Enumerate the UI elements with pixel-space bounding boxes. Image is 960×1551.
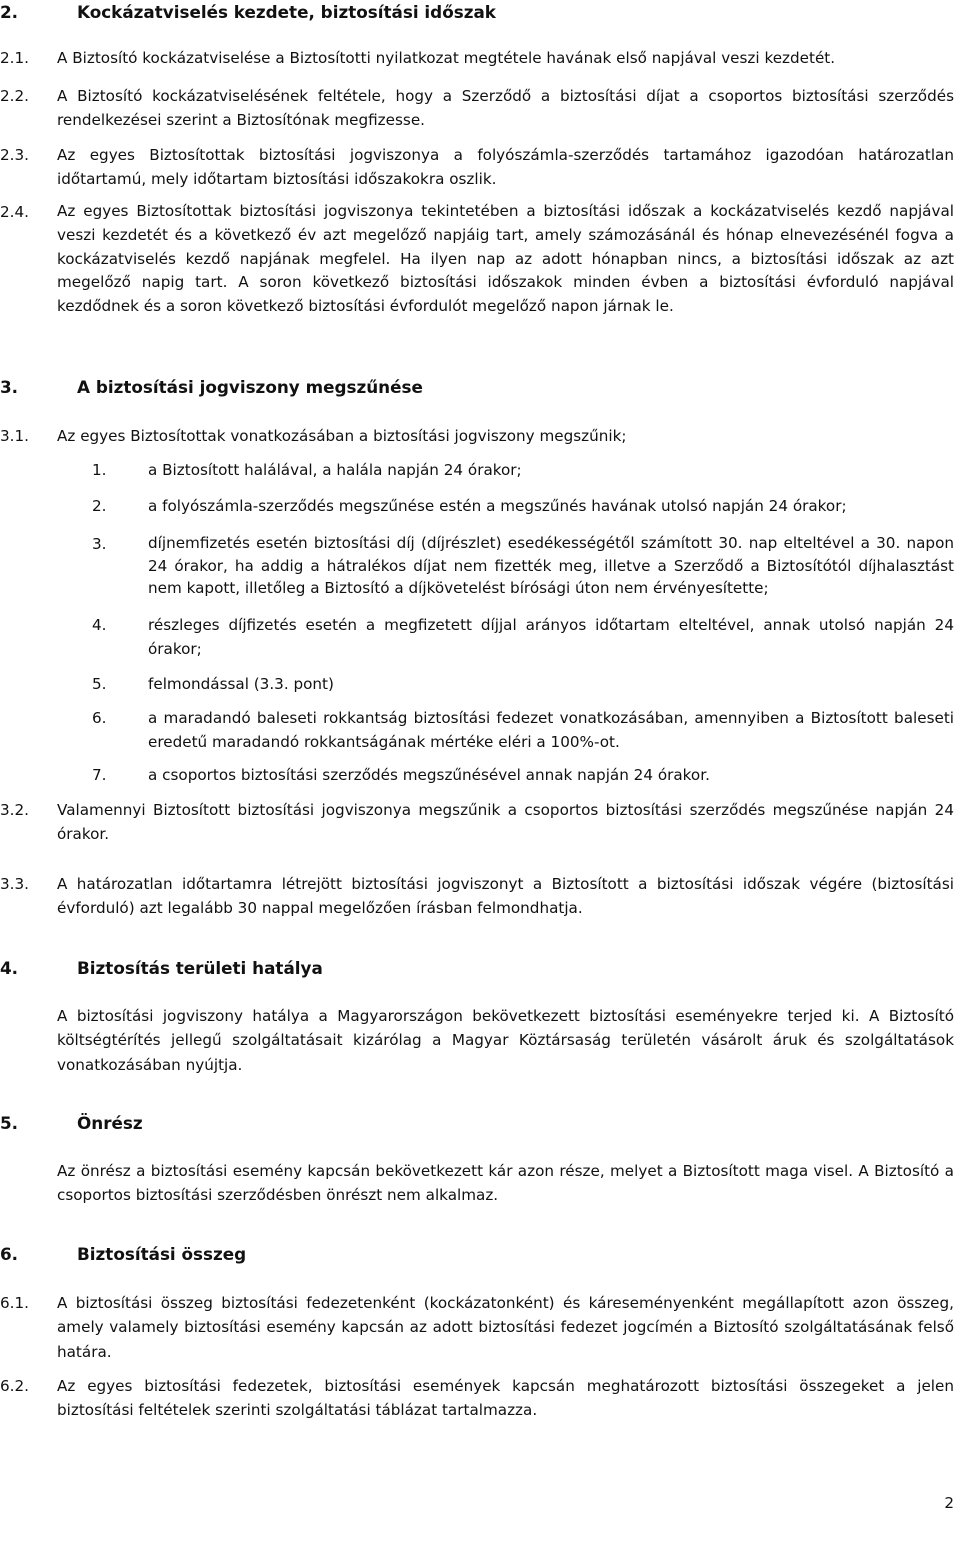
section-title: A biztosítási jogviszony megszűnése	[77, 377, 423, 397]
clause-text: Az egyes Biztosítottak biztosítási jogviszonya tekintetében a biztosítási időszak a kockázatviselés kezdő napjával veszi kezdetét és a következő év azt megelőző napjáig tart, amely számozásánál és hónap elnevezésénél fogva a kockázatviselés kezdő napjának megfelel. Ha ilyen nap az adott hónapban nincs, a biztosítási időszak az azt megelőző napig tart. A soron következő biztosítási időszakok minden évben a biztosítási évforduló napjával kezdődnek és a soron következő biztosítási évfordulót megelőző napon járnak le.	[57, 202, 954, 316]
clause-text: Az egyes Biztosítottak vonatkozásában a biztosítási jogviszony megszűnik;	[57, 427, 627, 445]
paragraph	[57, 1159, 954, 1208]
list-number: 7.	[92, 766, 107, 784]
list-number: 1.	[92, 461, 107, 479]
clause-text: Valamennyi Biztosított biztosítási jogviszonya megszűnik a csoportos biztosítási szerződés megszűnése napján 24 órakor.	[57, 801, 954, 844]
clause-text: A Biztosító kockázatviselésének feltétele, hogy a Szerződő a biztosítási díjat a csoportos biztosítási szerződés rendelkezései szerint a Biztosítónak megfizesse.	[57, 87, 954, 130]
list-text: a folyószámla-szerződés megszűnése estén a megszűnés havának utolsó napján 24 órakor;	[148, 497, 847, 515]
clause-text: A határozatlan időtartamra létrejött biztosítási jogviszonyt a Biztosított a biztosítási időszak végére (biztosítási évforduló) azt legalább 30 nappal megelőzően írásban felmondhatja.	[57, 875, 954, 918]
section-title: Biztosítás területi hatálya	[77, 958, 323, 978]
section-number: 3.	[0, 377, 19, 397]
section-heading	[0, 0, 954, 24]
clause	[0, 1374, 954, 1423]
clause-text: Az egyes biztosítási fedezetek, biztosítási események kapcsán meghatározott biztosítási összegeket a jelen biztosítási feltételek szerinti szolgáltatási táblázat tartalmazza.	[57, 1377, 954, 1420]
list-item	[92, 763, 954, 787]
page-number: 2	[944, 1494, 954, 1512]
list-item	[92, 532, 954, 600]
clause-number: 2.4.	[0, 203, 29, 221]
list-item	[92, 613, 954, 662]
list-number: 6.	[92, 709, 107, 727]
clause	[0, 143, 954, 192]
clause-number: 2.1.	[0, 49, 29, 67]
section-title: Önrész	[77, 1113, 143, 1133]
section-title: Kockázatviselés kezdete, biztosítási időszak	[77, 2, 496, 22]
clause	[0, 200, 954, 319]
section-number: 5.	[0, 1113, 19, 1133]
clause	[0, 872, 954, 921]
list-text: a maradandó baleseti rokkantság biztosítási fedezet vonatkozásában, amennyiben a Biztosított baleseti eredetű maradandó rokkantságának mértéke eléri a 100%-ot.	[148, 709, 954, 752]
clause-number: 3.2.	[0, 801, 29, 819]
clause-text: A biztosítási összeg biztosítási fedezetenként (kockázatonként) és káreseményenként megállapított azon összeg, amely valamely biztosítási esemény kapcsán az adott biztosítási fedezet jogcímén a Biztosító szolgáltatásának felső határa.	[57, 1294, 954, 1361]
section-heading	[0, 1242, 954, 1266]
list-item	[92, 706, 954, 755]
list-item	[92, 458, 954, 482]
list-item	[92, 672, 954, 696]
clause-number: 6.1.	[0, 1294, 29, 1312]
clause-number: 3.3.	[0, 875, 29, 893]
section-number: 6.	[0, 1244, 19, 1264]
paragraph	[57, 1004, 954, 1077]
list-text: a Biztosított halálával, a halála napján 24 órakor;	[148, 461, 522, 479]
list-number: 4.	[92, 616, 107, 634]
clause	[0, 84, 954, 133]
list-text: díjnemfizetés esetén biztosítási díj (díjrészlet) esedékességétől számított 30. nap elteltével a 30. napon 24 órakor, ha addig a hátralékos díjat nem fizették meg, illetve a Szerződő a Biztosítótól díjhalasztást nem kapott, illetőleg a Biztosító a díjkövetelést bírósági úton nem érvényesítette;	[148, 534, 954, 597]
clause-number: 6.2.	[0, 1377, 29, 1395]
clause-number: 2.3.	[0, 146, 29, 164]
clause	[0, 1291, 954, 1364]
paragraph-text: Az önrész a biztosítási esemény kapcsán bekövetkezett kár azon része, melyet a Biztosított maga visel. A Biztosító a csoportos biztosítási szerződésben önrészt nem alkalmaz.	[57, 1162, 954, 1205]
clause-text: A Biztosító kockázatviselése a Biztosítotti nyilatkozat megtétele havának első napjával veszi kezdetét.	[57, 49, 836, 67]
list-text: részleges díjfizetés esetén a megfizetett díjjal arányos időtartam elteltével, annak utolsó napján 24 órakor;	[148, 616, 954, 659]
list-number: 3.	[92, 535, 107, 553]
section-heading	[0, 956, 954, 980]
section-title: Biztosítási összeg	[77, 1244, 247, 1264]
list-text: a csoportos biztosítási szerződés megszűnésével annak napján 24 órakor.	[148, 766, 710, 784]
clause	[0, 46, 954, 70]
clause	[0, 798, 954, 847]
section-number: 4.	[0, 958, 19, 978]
clause-text: Az egyes Biztosítottak biztosítási jogviszonya a folyószámla-szerződés tartamához igazodóan határozatlan időtartamú, mely időtartam biztosítási időszakokra oszlik.	[57, 146, 954, 189]
paragraph-text: A biztosítási jogviszony hatálya a Magyarországon bekövetkezett biztosítási eseményekre terjed ki. A Biztosító költségtérítés jellegű szolgáltatásait kizárólag a Magyar Köztársaság területén vásárolt áruk és szolgáltatások vonatkozásában nyújtja.	[57, 1007, 954, 1074]
section-number: 2.	[0, 2, 19, 22]
section-heading	[0, 375, 954, 399]
list-text: felmondással (3.3. pont)	[148, 675, 334, 693]
section-heading	[0, 1111, 954, 1135]
clause	[0, 424, 954, 448]
list-item	[92, 494, 954, 518]
clause-number: 3.1.	[0, 427, 29, 445]
list-number: 2.	[92, 497, 107, 515]
list-number: 5.	[92, 675, 107, 693]
clause-number: 2.2.	[0, 87, 29, 105]
